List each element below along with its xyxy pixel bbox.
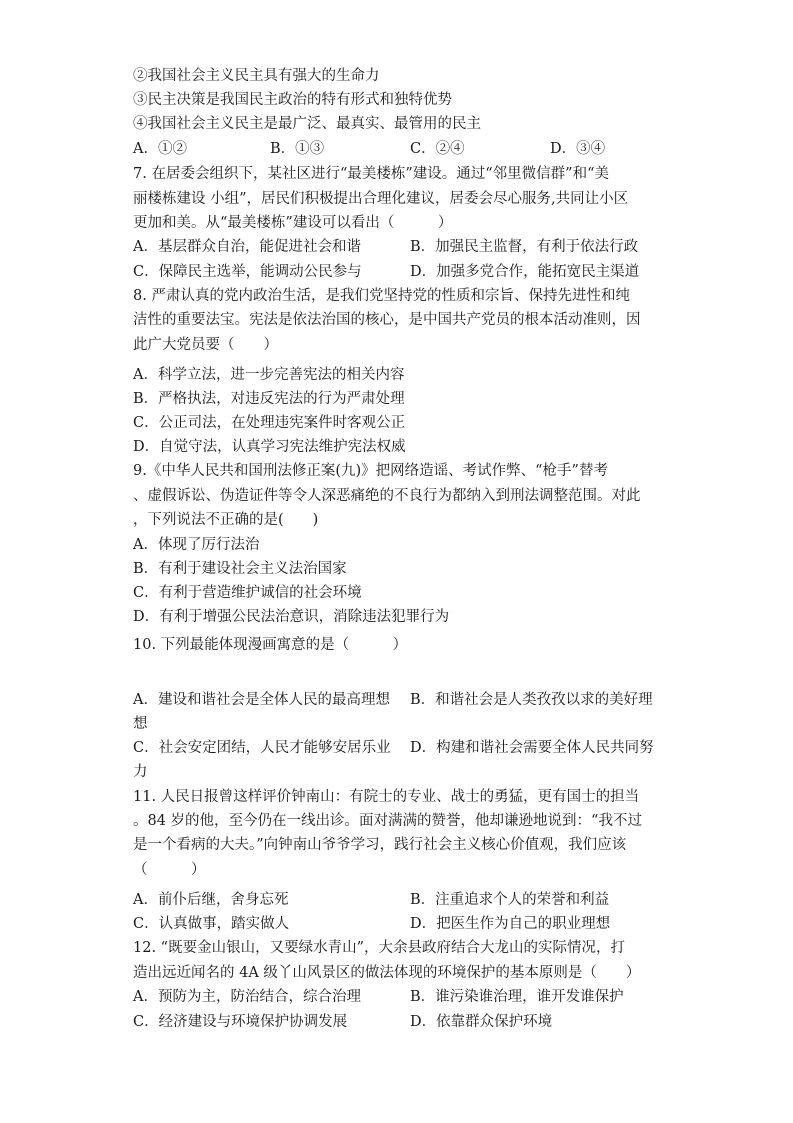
option: A．①② [133, 141, 187, 157]
option: D．加强多党合作，能拓宽民主渠道 [410, 264, 640, 280]
question-stem: 11. 人民日报曾这样评价钟南山：有院士的专业、战士的勇猛，更有国士的担当 [133, 789, 640, 805]
option: B．谁污染谁治理，谁开发谁保护 [410, 989, 624, 1005]
option: C．认真做事，踏实做人 [133, 916, 290, 932]
question-stem: 洁性的重要法宝。宪法是依法治国的核心，是中国共产党员的根本活动准则，因 [133, 312, 641, 328]
option: A．体现了厉行法治 [133, 537, 260, 553]
question-stem: 丽楼栋建设 小组”，居民们积极提出合理化建议，居委会尽心服务,共同让小区 [133, 191, 629, 207]
option: B．①③ [270, 141, 325, 157]
option: A．建设和谐社会是全体人民的最高理想 [133, 692, 390, 708]
question-stem: 7. 在居委会组织下，某社区进行“最美楼栋”建设。通过“邻里微信群”和“美 [133, 166, 610, 182]
question-stem: 是一个看病的大夫。”向钟南山爷爷学习，践行社会主义核心价值观，我们应该 [133, 837, 627, 853]
intro-item: ②我国社会主义民主具有强大的生命力 [133, 68, 380, 84]
option: D．有利于增强公民法治意识，消除违法犯罪行为 [133, 609, 450, 625]
question-stem: 10. 下列最能体现漫画寓意的是（ ） [133, 637, 408, 653]
option: C．②④ [410, 141, 465, 157]
option: A．科学立法，进一步完善宪法的相关内容 [133, 367, 405, 383]
option: A．基层群众自治，能促进社会和谐 [133, 239, 361, 255]
option: B．注重追求个人的荣誉和利益 [410, 892, 610, 908]
option: B．严格执法，对违反宪法的行为严肃处理 [133, 391, 405, 407]
option: D．依靠群众保护环境 [410, 1014, 553, 1030]
option: C．经济建设与环境保护协调发展 [133, 1014, 348, 1030]
option: A．前仆后继，舍身忘死 [133, 892, 289, 908]
question-stem: 。84 岁的他，至今仍在一线出诊。面对满满的赞誉，他却谦逊地说到：“我不过 [133, 813, 642, 829]
option: B．有利于建设社会主义法治国家 [133, 561, 347, 577]
option-continuation: 想 [133, 716, 148, 732]
option: C．社会安定团结，人民才能够安居乐业 [133, 740, 391, 756]
intro-item: ③民主决策是我国民主政治的特有形式和独特优势 [133, 92, 452, 108]
option: A．预防为主，防治结合，综合治理 [133, 989, 361, 1005]
question-stem: 8. 严肃认真的党内政治生活，是我们党坚持党的性质和宗旨、保持先进性和纯 [133, 288, 630, 304]
option: D．构建和谐社会需要全体人民共同努 [410, 740, 654, 756]
option: B．和谐社会是人类孜孜以求的美好理 [410, 692, 653, 708]
question-stem: 此广大党员要（ ） [133, 337, 278, 353]
question-stem: ，下列说法不正确的是( ) [133, 512, 319, 528]
option: D．把医生作为自己的职业理想 [410, 916, 611, 932]
question-stem: 9.《中华人民共和国刑法修正案(九)》把网络造谣、考试作弊、“枪手”替考 [133, 463, 608, 479]
question-stem: 更加和美。从“最美楼栋”建设可以看出（ ） [133, 215, 453, 231]
question-stem: 、虚假诉讼、伪造证件等令人深恶痛绝的不良行为都纳入到刑法调整范围。对此 [133, 488, 641, 504]
question-stem: 12. “既要金山银山，又要绿水青山”，大余县政府结合大龙山的实际情况，打 [133, 940, 625, 956]
option: D．③④ [550, 141, 606, 157]
option: C．公正司法，在处理违宪案件时客观公正 [133, 415, 406, 431]
option: C．有利于营造维护诚信的社会环境 [133, 585, 362, 601]
option: C．保障民主选举，能调动公民参与 [133, 264, 362, 280]
option: D．自觉守法，认真学习宪法维护宪法权威 [133, 439, 406, 455]
intro-item: ④我国社会主义民主是最广泛、最真实、最管用的民主 [133, 116, 481, 132]
option-continuation: 力 [133, 764, 148, 780]
option: B．加强民主监督，有利于依法行政 [410, 239, 639, 255]
question-stem: 造出远近闻名的 4A 级丫山风景区的做法体现的环境保护的基本原则是（ ） [133, 965, 641, 981]
question-stem: （ ） [133, 862, 206, 878]
